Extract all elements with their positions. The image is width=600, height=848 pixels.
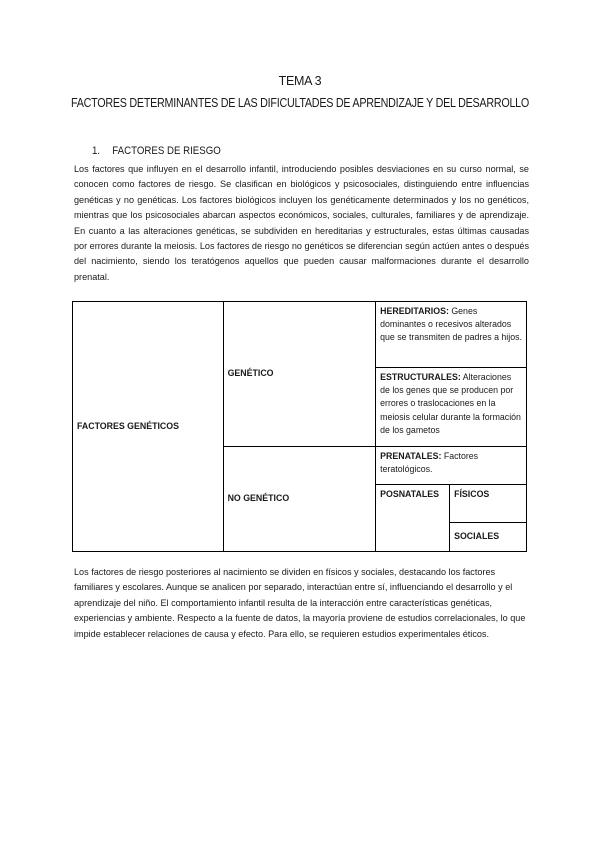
cell-social [450,523,527,552]
prenatal-text: Factores teratológicos. [380,451,479,475]
cell-hereditary [376,302,527,368]
section-heading [92,145,221,157]
cell-prenatal [376,447,527,485]
cell-non-genetic-label: NO GENÉTICO [227,493,290,504]
cell-genetic-label: GENÉTICO [227,368,274,379]
section-number: 1. [92,145,101,157]
document-subtitle: FACTORES DETERMINANTES DE LAS DIFICULTADES DE APRENDIZAJE Y DEL DESARROLLO [70,96,530,110]
paragraph-postnatal: Los factores de riesgo posteriores al nacimiento se dividen en físicos y sociales, destacando los factores familiares y escolares. Aunque se analicen por separado, interactúan entre sí, influenciando el desarrollo y el aprendizaje del niño. El comportamiento infantil resulta de la interacción entre características genéticas, experiencias y ambiente. Respecto a la fuente de datos, la mayoría proviene de estudios correlacionales, lo que impide establecer relaciones de causa y efecto. Para ello, se requieren estudios experimentales éticos. [74,567,526,639]
cell-physical-label: FÍSICOS [454,489,490,499]
hereditary-label: HEREDITARIOS: [380,306,449,316]
structural-label: ESTRUCTURALES: [380,372,461,382]
cell-postnatal [376,485,450,552]
section-title: FACTORES DE RIESGO [112,145,221,157]
cell-non-genetic [223,447,376,552]
document-title: TEMA 3 [278,74,322,88]
risk-factors-table [72,301,527,552]
cell-structural [376,368,527,447]
cell-genetic-factors-label: FACTORES GENÉTICOS [77,420,179,431]
cell-social-label: SOCIALES [454,531,500,542]
cell-physical [450,485,527,523]
hereditary-text: Genes dominantes o recesivos alterados que se transmiten de padres a hijos. [380,306,522,343]
paragraph-intro: Los factores que influyen en el desarrollo infantil, introduciendo posibles desviaciones en su curso normal, se conocen como factores de riesgo. Se clasifican en biológicos y psicosociales, distinguiendo entre influencias genéticas y no genéticas. Los factores biológicos incluyen los genéticamente determinados y los no genéticos, mientras que los psicosociales abarcan aspectos económicos, sociales, culturales, familiares y de aprendizaje. En cuanto a las alteraciones genéticas, se subdividen en hereditarias y estructurales, estas últimas causadas por errores durante la meiosis. Los factores de riesgo no genéticos se diferencian según actúen antes o después del nacimiento, siendo los teratógenos aquellos que pueden causar malformaciones durante el desarrollo prenatal. [74,164,529,282]
prenatal-label: PRENATALES: [380,451,442,461]
cell-postnatal-label: POSNATALES [380,489,439,499]
cell-genetic-factors [73,302,224,552]
structural-text: Alteraciones de los genes que se producen por errores o traslocaciones en la meiosis celular durante la formación de los gametos [380,372,521,435]
cell-genetic [223,302,376,447]
